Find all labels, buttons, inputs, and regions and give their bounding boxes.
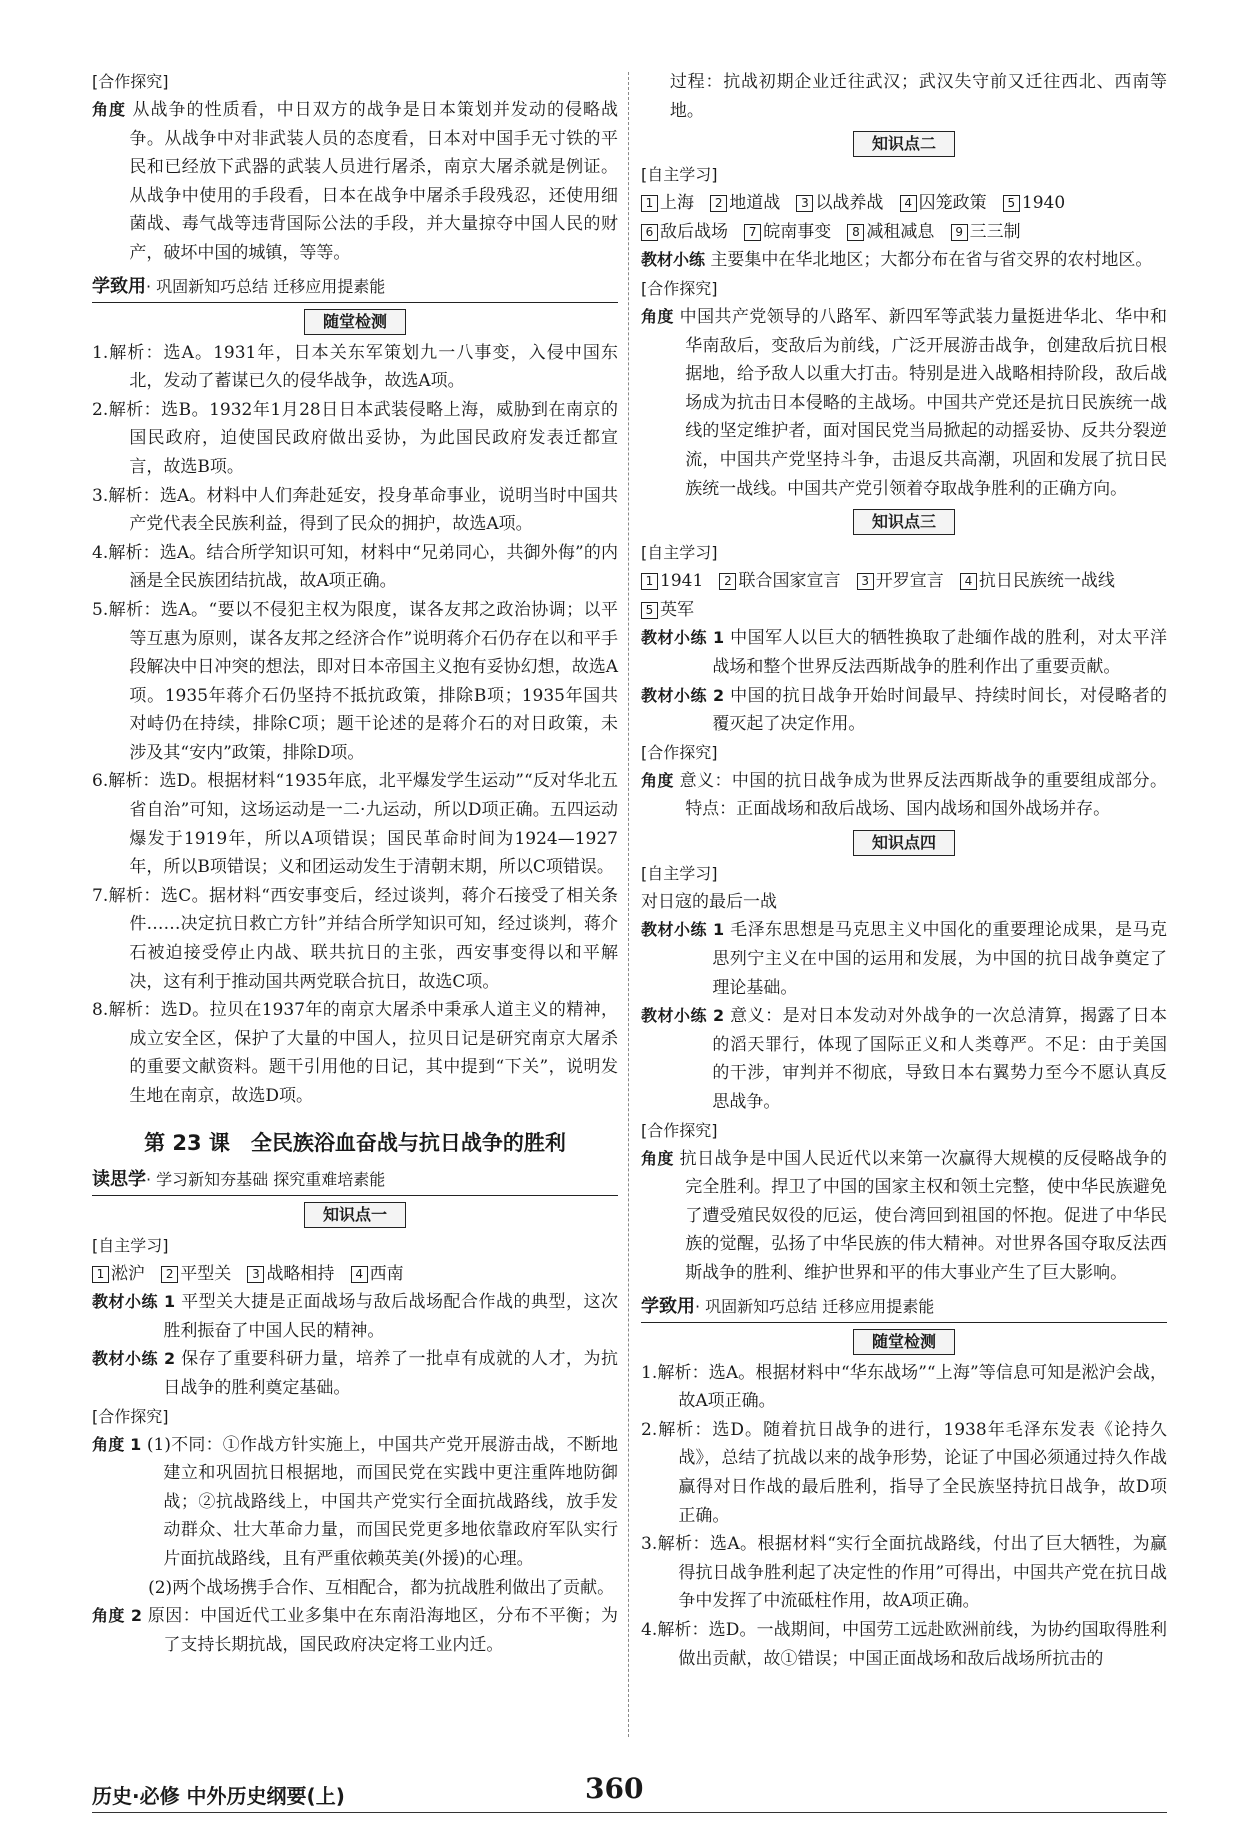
angle-paragraph: 角度 中国共产党领导的八路军、新四军等武装力量挺进华北、华中和华南敌后，变敌后为前线，广泛开展游击战争，创建敌后抗日根据地，给予敌人以重大打击。特别是进入战略相持阶段，敌后战场成为抗击日本侵略的主战场。中国共产党还是抗日民族统一战线的坚定维护者，面对国民党当局掀起的动摇妥协、反共分裂逆流，中国共产党坚持斗争，击退反共高潮，巩固和发展了抗日民族统一战线。中国共产党引领着夺取战争胜利的正确方向。 (641, 306, 1167, 499)
right-column (641, 68, 1167, 1673)
textbook-exercise: 教材小练 1 中国军人以巨大的牺牲换取了赴缅作战的胜利，对太平洋战场和整个世界反法西斯战争的胜利作出了重要贡献。 (641, 628, 1167, 677)
section-header-xuezhiyong: 学致用· 巩固新知巧总结 迁移应用提素能 (92, 272, 618, 303)
answer-item: 6.解析：选D。根据材料“1935年底，北平爆发学生运动”“反对华北五省自治”可知，这场运动是一二·九运动，所以D项正确。五四运动爆发于1919年，所以A项错误；国民革命时间为1924—1927年，所以B项错误；义和团运动发生于清朝末期，所以C项错误。 (92, 771, 618, 878)
textbook-exercise: 教材小练 1 毛泽东思想是马克思主义中国化的重要理论成果，是马克思列宁主义在中国的运用和发展，为中国的抗日战争奠定了理论基础。 (641, 920, 1167, 998)
cooperative-inquiry-tag: [合作探究] (92, 72, 169, 91)
textbook-exercise: 教材小练 2 意义：是对日本发动对外战争的一次总清算，揭露了日本的滔天罪行，体现了国际正义和人类尊严。不足：由于美国的干涉，审判并不彻底，导致日本右翼势力至今不愿认真反思战争。 (641, 1006, 1167, 1113)
self-study-answers: 1 淞沪 2 平型关 3 战略相持 4 西南 (92, 1260, 618, 1289)
angle-paragraph: 角度 意义：中国的抗日战争成为世界反法西斯战争的重要组成部分。特点：正面战场和敌后战场、国内战场和国外战场并存。 (641, 770, 1167, 820)
answer-item: 2.解析：选B。1932年1月28日日本武装侵略上海，威胁到在南京的国民政府，迫使国民政府做出妥协，为此国民政府发表迁都宣言，故选B项。 (92, 399, 618, 477)
angle-paragraph: 角度 2 原因：中国近代工业多集中在东南沿海地区，分布不平衡；为了支持长期抗战，国民政府决定将工业内迁。 (92, 1606, 619, 1655)
textbook-exercise: 教材小练 2 保存了重要科研力量，培养了一批卓有成就的人才，为抗日战争的胜利奠定基础。 (92, 1349, 618, 1398)
left-column (92, 68, 618, 1659)
lesson-title: 第 23 课 全民族浴血奋战与抗日战争的胜利 (144, 1130, 566, 1155)
answer-item: 7.解析：选C。据材料“西安事变后，经过谈判，蒋介石接受了相关条件……决定抗日救亡方针”并结合所学知识可知，经过谈判，蒋介石被迫接受停止内战、联共抗日的主张，西安事变得以和平解决，这有利于推动国共两党联合抗日，故选C项。 (92, 885, 618, 992)
angle-paragraph: 角度 1 (1)不同：①作战方针实施上，中国共产党开展游击战，不断地建立和巩固抗日根据地，而国民党在实践中更注重阵地防御战；②抗战路线上，中国共产党实行全面抗战路线，放手发动群众、壮大革命力量，而国民党更多地依靠政府军队实行片面抗战路线，且有严重依赖英美(外援)的心理。 (92, 1434, 618, 1569)
textbook-exercise: 教材小练 1 平型关大捷是正面战场与敌后战场配合作战的典型，这次胜利振奋了中国人民的精神。 (92, 1292, 618, 1341)
knowledge-point-1-header: 知识点一 (92, 1202, 618, 1228)
in-class-test-header: 随堂检测 (92, 309, 618, 335)
answer-item: 8.解析：选D。拉贝在1937年的南京大屠杀中秉承人道主义的精神，成立安全区，保护了大量的中国人，拉贝日记是研究南京大屠杀的重要文献资料。题干引用他的日记，其中提到“下关”，说明发生地在南京，故选D项。 (92, 1000, 618, 1106)
answer-item: 4.解析：选A。结合所学知识可知，材料中“兄弟同心，共御外侮”的内涵是全民族团结抗战，故A项正确。 (92, 542, 618, 592)
knowledge-point-3-header: 知识点三 (641, 509, 1167, 535)
knowledge-point-4-header: 知识点四 (641, 830, 1167, 856)
cooperative-inquiry-tag: [合作探究] (641, 1120, 718, 1140)
angle-paragraph-continued: (2)两个战场携手合作、互相配合，都为抗战胜利做出了贡献。 (148, 1577, 615, 1598)
footer-rule (92, 1812, 1167, 1813)
self-study-answers: 1 1941 2 联合国家宣言 3 开罗宣言 4 抗日民族统一战线 5 英军 (641, 567, 1167, 624)
self-study-answer: 对日寇的最后一战 (641, 891, 777, 912)
self-study-tag: [自主学习] (641, 863, 718, 883)
cooperative-inquiry-tag: [合作探究] (92, 1406, 169, 1426)
answer-item: 2.解析：选D。随着抗日战争的进行，1938年毛泽东发表《论持久战》，总结了抗战以来的战争形势，论证了中国必须通过持久作战赢得对日作战的最后胜利，指导了全民族坚持抗日战争，故D项正确。 (641, 1419, 1167, 1526)
answer-item: 3.解析：选A。根据材料“实行全面抗战路线，付出了巨大牺牲，为赢得抗日战争胜利起了决定性的作用”可得出，中国共产党在抗日战争中发挥了中流砥柱作用，故A项正确。 (641, 1534, 1167, 1612)
section-header-xuezhiyong: 学致用· 巩固新知巧总结 迁移应用提素能 (641, 1292, 1167, 1323)
self-study-answers: 6 敌后战场 7 皖南事变 8 减租减息 9 三三制 (641, 218, 1167, 247)
answer-item: 1.解析：选A。根据材料中“华东战场”“上海”等信息可知是淞沪会战，故A项正确。 (641, 1362, 1167, 1412)
knowledge-point-2-header: 知识点二 (641, 131, 1167, 157)
continued-text: 过程：抗战初期企业迁往武汉；武汉失守前又迁往西北、西南等地。 (669, 72, 1167, 121)
angle-paragraph: 角度 抗日战争是中国人民近代以来第一次赢得大规模的反侵略战争的完全胜利。捍卫了中国的国家主权和领土完整，使中华民族避免了遭受殖民奴役的厄运，使台湾回到祖国的怀抱。促进了中华民族的觉醒，弘扬了中华民族的伟大精神。对世界各国夺取反法西斯战争的胜利、维护世界和平的伟大事业产生了巨大影响。 (641, 1148, 1167, 1283)
angle-paragraph: 角度 从战争的性质看，中日双方的战争是日本策划并发动的侵略战争。从战争中对非武装人员的态度看，日本对中国手无寸铁的平民和已经放下武器的武装人员进行屠杀，南京大屠杀就是例证。从战争中使用的手段看，日本在战争中屠杀手段残忍，还使用细菌战、毒气战等违背国际公法的手段，并大量掠夺中国人民的财产，破坏中国的城镇，等等。 (92, 100, 619, 263)
footer-subject: 历史·必修 中外历史纲要(上) (92, 1784, 345, 1808)
answer-item: 3.解析：选A。材料中人们奔赴延安，投身革命事业，说明当时中国共产党代表全民族利益，得到了民众的拥护，故选A项。 (92, 485, 618, 535)
cooperative-inquiry-tag: [合作探究] (641, 742, 718, 762)
section-header-dusixue: 读思学· 学习新知夯基础 探究重难培素能 (92, 1165, 618, 1196)
self-study-tag: [自主学习] (641, 165, 718, 185)
column-divider (628, 72, 629, 1737)
in-class-test-header: 随堂检测 (641, 1329, 1167, 1355)
cooperative-inquiry-tag: [合作探究] (641, 278, 718, 298)
self-study-answers: 1 上海 2 地道战 3 以战养战 4 囚笼政策 5 1940 (641, 189, 1167, 218)
page-number: 360 (585, 1772, 644, 1805)
self-study-tag: [自主学习] (641, 543, 718, 563)
answer-item: 4.解析：选D。一战期间，中国劳工远赴欧洲前线，为协约国取得胜利做出贡献，故①错误；中国正面战场和敌后战场所抗击的 (641, 1619, 1167, 1669)
answer-item: 5.解析：选A。“要以不侵犯主权为限度，谋各友邦之政治协调；以平等互惠为原则，谋各友邦之经济合作”说明蒋介石仍存在以和平手段解决中日冲突的想法，即对日本帝国主义抱有妥协幻想，故选A项。1935年蒋介石仍坚持不抵抗政策，排除B项；1935年国共对峙仍在持续，排除C项；题干论述的是蒋介石的对日政策，未涉及其“安内”政策，排除D项。 (92, 599, 618, 763)
textbook-exercise: 教材小练 2 中国的抗日战争开始时间最早、持续时间长，对侵略者的覆灭起了决定作用。 (641, 685, 1167, 735)
self-study-tag: [自主学习] (92, 1235, 169, 1255)
textbook-exercise: 教材小练 主要集中在华北地区；大都分布在省与省交界的农村地区。 (641, 250, 1153, 271)
answer-item: 1.解析：选A。1931年，日本关东军策划九一八事变，入侵中国东北，发动了蓄谋已久的侵华战争，故选A项。 (92, 342, 618, 392)
